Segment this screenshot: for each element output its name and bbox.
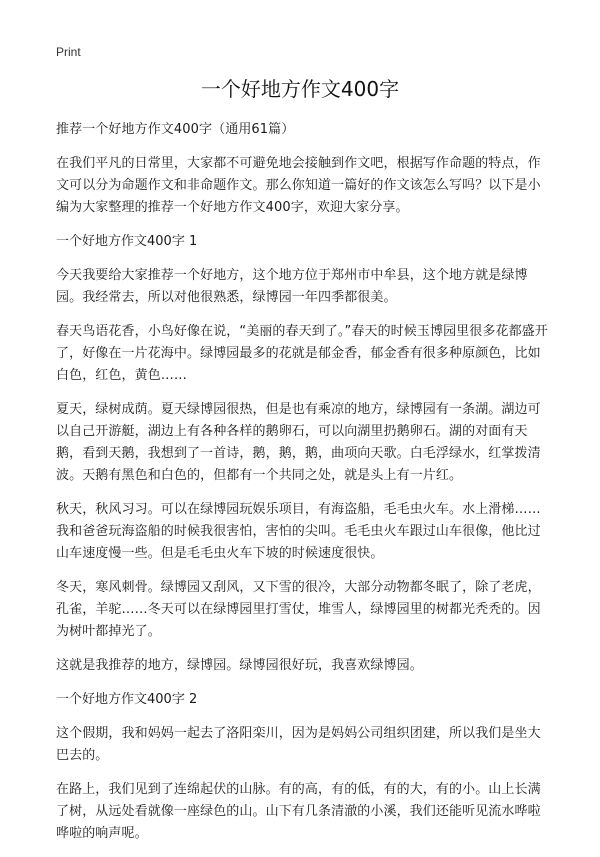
essay-2 — [56, 689, 548, 845]
essay-paragraph: 在路上，我们见到了连绵起伏的山脉。有的高，有的低，有的大，有的小。山上长满了树，从远处看就像一座绿色的山。山下有几条清澈的小溪，我们还能听见流水哗啦哗啦的响声呢。 — [56, 782, 541, 841]
essay-paragraph: 冬天，寒风刺骨。绿博园又刮风，又下雪的很冷，大部分动物都冬眠了，除了老虎，孔雀，羊驼……冬天可以在绿博园里打雪仗，堆雪人，绿博园里的树都光秃秃的。因为树叶都掉光了。 — [56, 580, 541, 639]
essay-1 — [56, 231, 548, 677]
essay-heading: 一个好地方作文400字 1 — [56, 234, 198, 249]
page-title: 一个好地方作文400字 — [200, 77, 400, 101]
essay-paragraph: 这就是我推荐的地方，绿博园。绿博园很好玩，我喜欢绿博园。 — [56, 658, 423, 673]
article-content — [56, 119, 548, 857]
print-link[interactable]: Print — [56, 45, 81, 59]
essay-paragraph: 夏天，绿树成荫。夏天绿博园很热，但是也有乘凉的地方，绿博园有一条湖。湖边可以自己开游艇，湖边上有各种各样的鹅卵石，可以向湖里扔鹅卵石。湖的对面有天鹅，看到天鹅，我想到了一首诗，鹅，鹅，鹅，曲项向天歌。白毛浮绿水，红掌拨清波。天鹅有黑色和白色的，但都有一个共同之处，就是头上有一片红。 — [56, 402, 541, 483]
subtitle: 推荐一个好地方作文400字（通用61篇） — [56, 122, 295, 137]
essay-paragraph: 春天鸟语花香，小鸟好像在说，“美丽的春天到了。”春天的时候玉博园里很多花都盛开了，好像在一片花海中。绿博园最多的花就是郁金香，郁金香有很多种原颜色，比如白色，红色，黄色…… — [56, 324, 548, 383]
intro-paragraph: 在我们平凡的日常里，大家都不可避免地会接触到作文吧，根据写作命题的特点，作文可以分为命题作文和非命题作文。那么你知道一篇好的作文该怎么写吗？以下是小编为大家整理的推荐一个好地方作文400字，欢迎大家分享。 — [56, 156, 541, 215]
essay-heading: 一个好地方作文400字 2 — [56, 692, 198, 707]
essay-paragraph: 今天我要给大家推荐一个好地方，这个地方位于郑州市中牟县，这个地方就是绿博园。我经常去，所以对他很熟悉，绿博园一年四季都很美。 — [56, 268, 528, 305]
essay-paragraph: 这个假期，我和妈妈一起去了洛阳栾川，因为是妈妈公司组织团建，所以我们是坐大巴去的。 — [56, 726, 541, 763]
essay-paragraph: 秋天，秋风习习。可以在绿博园玩娱乐项目，有海盗船，毛毛虫火车。水上滑梯……我和爸爸玩海盗船的时候我很害怕，害怕的尖叫。毛毛虫火车跟过山车很像，他比过山车速度慢一些。但是毛毛虫火车下坡的时候速度很快。 — [56, 502, 541, 561]
